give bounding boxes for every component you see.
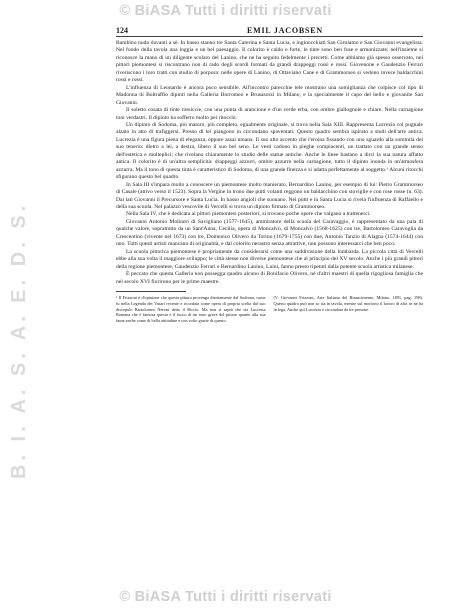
paragraph: Bambino nudo davanti a sè. In basso stanno tre Santa Caterina e Santa Lucia, e inginocchiati San Girolamo e San Giovanni evangelista. Nel fondo della tavola una loggia e un bel paesaggio. Il colorito è caldo e forte, le tinte sono ben fuse e armonizzate; nell'insieme si riconosce la mano di un diligente scolaro del Lanino, che ne ha seguito fedelmente i precetti. Come abbiamo già spesso osservato, nei pittori piemontesi si riscontrano non di rado degli scordi formati da grandi drappeggi rossi e rossi. Giovenone e Gaudenzio Ferrari riveriscono i loro tratti con studio di porpora: nelle opere di Lanino, di Ottaviano Cane e di Grammorseo si vedono invece baldacchini rossi e rossi. (116, 40, 423, 84)
page-number: 124 (116, 26, 128, 35)
paragraph: Un dipinto di Sodoma, più maturo, più completo, egualmente originale, si trova nella Sala XIII. Rappresenta Lucrezia col pugnale alzato in atto di trafiggersi. Presso di lei piangono in circondano spaventati. Questo quadro sembra ispirato a studi dell'arte antica. Lucrezia è una figura piena di eleganza, eppure assai umana. Il suo alto accento che l'eroina fissando con uno sguardo alla sommità del suo tenerio: dietro a lei, a destra, libero il suo bel seno. Le vesti cadono in pieghe compiacenti, un trattato con un grande senso dell'estetica e molteplici; che rivelano chiaramente lo studio delle statue antiche. Anche le linee bastano a dirci la sua natura affatto antica. Il colorito è di un'altra semplicità: drappeggi azzurri, ombre azzurre nella carnagione, tutto il dipinto inonda in un'atmosfera azzurra. Ma il tono di questa tinta è caratteristico di Sodoma, di una grande finezza e si adatta perfettamente al soggetto.¹ Alcuni ritocchi sfigurano questo bel quadro. (116, 121, 423, 181)
paragraph: In Sala III s'impara molto a conoscere un piemontese molto manierato, Bernardino Lanino, per esempio di lui: Pietro Grammorseo di Casale (attivo verso il 1523). Sopra la Vergine in trono due putti volanti reggono un baldacchino con stoviglie e con rose rosse (n. 63). Dai lati Giovanni il Precursore e Santa Lucia. In basso angioli che suonano. Nei putti e in Santa Lucia si rivela l'influenza di Raffaello e della sua scuola. Nel palazzo vescovile di Vercelli si trova un dipinto firmato di Grammorseo. (116, 181, 423, 210)
watermark-bottom: © BiASA Tutti i diritti riservati (119, 589, 332, 605)
footnote: ¹ Il Frizzoni è d'opinione che questa pittura provenga direttamente dal Sodoma, come fu nella Legenda dei Vasari recente e ricordata come opera di propria scelta dal suo discepolo Bartolomeo Neroni detto il Riccio. Ma non si saprà che sia Lucrezia Romana che è famosa questa e il fuoco di un tono grave del pittore quanto alla sua fama anche come di bella attitudine e con volto grazie di questo. (116, 294, 266, 324)
paragraph: Nella Sala IV, che è dedicata ai pittori piemontesi posteriori, si trovano poche opere che valgano a trattenerci. (126, 211, 371, 218)
watermark-top: © BiASA Tutti i diritti riservati (119, 3, 332, 19)
footnote-divider (116, 291, 186, 292)
paragraph: Il soletto cosata di tinte rossiccie, con una punta di arancione e d'un verde erba, con ombre giallognole e chiare. Nella carnagione toni verdastri. Il dipinto ha sofferto molto pei ritocchi. (116, 107, 423, 121)
paragraph: Giovanni Antonio Molineri di Savigliano (1577-1645), ammiratore della scuola del Caravaggio, è rappresentato da una pala di qualche valore, soprattutto da un Sant'Anna, Cecilia, opera di Moncalvo, di Moncalvo (1568-1625) con tre, Bartolomeo Caravoglia da Crescentino (vivente nel 1673) con tre, Domenico Olivero da Torino (1679-1755) con due, Antonio Tanzio di Alagna (1574-1644) con uno. Tutti questi artisti mancano di originalità, e dal colorito nerastro senza attrattive, non possono interessarci che ben poco. (116, 218, 423, 248)
document-page (116, 26, 423, 582)
body-text (116, 40, 423, 286)
running-title: EMIL JACOBSEN (247, 26, 323, 35)
paragraph: L'influenza di Leonardo è ancora poco sensibile. All'incontro parecchie tele mostrano una somiglianza che colpisce col tipo di Madonna di Boltraffio dipinti nella Galleria Borromeo e Brusasorzi in Milano, e la specialmente il capo del bello e giovanile San Giovanni. (116, 84, 423, 106)
watermark-side: B. I. A. S. A. E. D. S. (8, 201, 30, 479)
paragraph: La scuola pittorica piemontese è propriamente da considerarsi come una suddivisione della lombarda. La piccola città di Vercelli ebbe alla sua volta il maggiore sviluppo; le città stesse non diverse piemontese che al principio del XV secolo. Anche i più grandi pittori della regione piemontese, Gaudenzio Ferrari e Bernardino Lanino, Luini, fanno presto ripetuti dalla potente scuola artistica milanese. (116, 248, 423, 270)
footnotes (116, 295, 423, 324)
paragraph: È peccato che questa Galleria non possegga quadro alcuno di Bonifacio Olivero, né d'altri maestri di quella rigogliosa famiglia che nel secolo XVI fiorirono per le prime maestre. (116, 271, 423, 285)
footnote: (V. Giovanni Frizzoni, Arte Italiana del Rinascimento, Milano, 1891, pag. 198). Questo quadro può non so sia in tavola, mentre sul mortorio il lavoro di altri se ne ha in lega. Anche qui Lucrezia è circondata da tre persone. (273, 294, 423, 312)
page-header (116, 26, 423, 37)
